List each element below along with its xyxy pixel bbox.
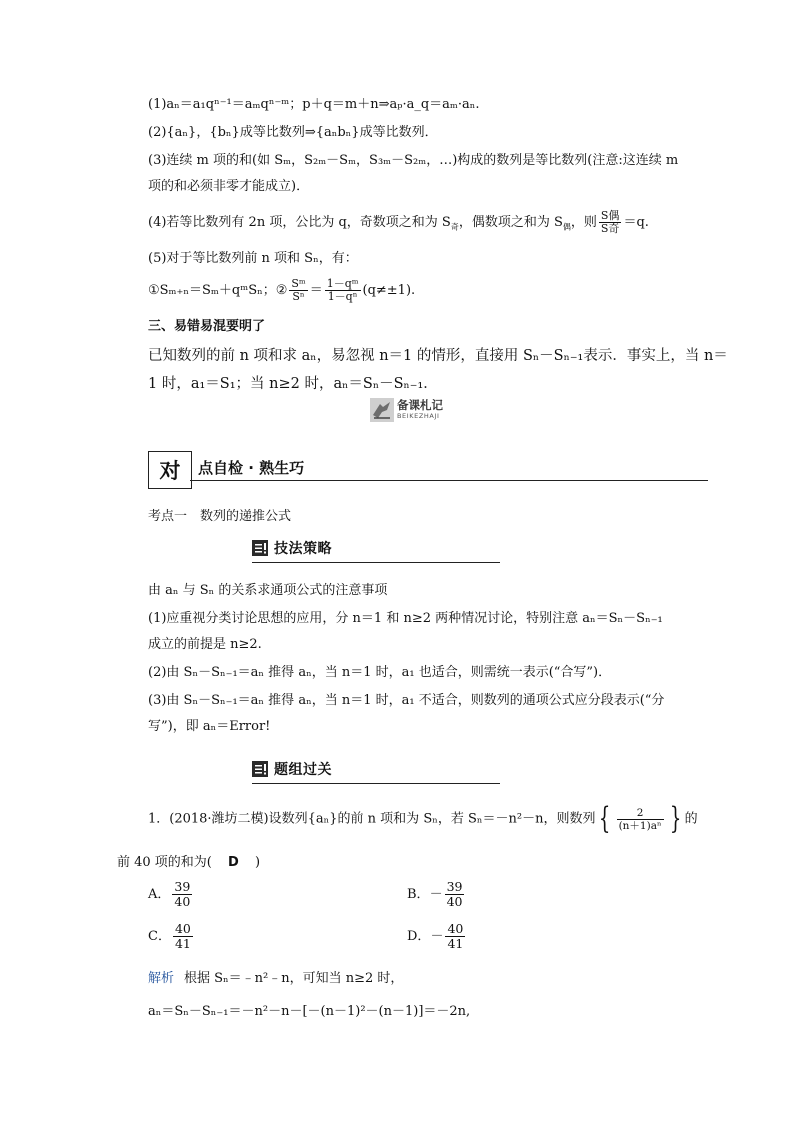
option-b[interactable] [407, 880, 466, 909]
answer-mark: D [228, 855, 239, 870]
option-label: C． [148, 929, 171, 944]
property-4-lead: (4)若等比数列有 2n 项，公比为 q，奇数项之和为 S [148, 215, 451, 230]
section-header [148, 451, 708, 491]
fraction-denominator: 40 [446, 894, 463, 909]
fraction-denominator: 40 [174, 894, 191, 909]
option-label: D． [407, 929, 431, 944]
right-brace: } [669, 801, 681, 836]
strategy-icon [252, 540, 268, 556]
mistakes-heading: 三、易错易混要明了 [148, 319, 266, 334]
section-char-box [148, 451, 192, 489]
strategy-header [252, 536, 500, 564]
property-1: (1)aₙ＝a₁qⁿ⁻¹＝aₘqⁿ⁻ᵐ；p＋q＝m＋n⇒aₚ·a_q＝aₘ·aₙ. [148, 97, 480, 112]
left-brace: { [599, 801, 611, 836]
fraction-denominator: (n＋1)aⁿ [618, 819, 662, 832]
strategy-3-line1: (3)由 Sₙ－Sₙ₋₁＝aₙ 推得 aₙ，当 n＝1 时，a₁ 不适合，则数列的通项公式应分段表示(“分 [148, 693, 665, 708]
option-d[interactable] [407, 922, 467, 951]
property-4-fraction [599, 210, 622, 235]
property-4-tail: ＝q. [623, 215, 649, 230]
solution-line-2: aₙ＝Sₙ－Sₙ₋₁＝－n²－n－[－(n－1)²－(n－1)]＝－2n, [148, 1004, 471, 1019]
section-char: 对 [159, 459, 181, 483]
strategy-3-line2: 写”)，即 aₙ＝Error! [148, 719, 271, 734]
fraction-numerator: 40 [174, 921, 191, 936]
option-sign: － [430, 929, 444, 944]
option-sign: － [429, 887, 443, 902]
question-line2-lead: 前 40 项的和为( [117, 855, 212, 870]
problem-group-divider [252, 783, 500, 784]
fraction-denominator: Sⁿ [292, 290, 305, 303]
property-4-then: ，则 [570, 215, 597, 230]
option-label: B． [407, 887, 430, 902]
problem-group-title: 题组过关 [274, 762, 332, 778]
property-3-line1: (3)连续 m 项的和(如 Sₘ，S₂ₘ－Sₘ，S₃ₘ－S₂ₘ，…)构成的数列是等比数列(注意:这连续 m [148, 153, 679, 168]
fraction-numerator: S偶 [600, 209, 620, 222]
strategy-heading: 由 aₙ 与 Sₙ 的关系求通项公式的注意事项 [148, 583, 388, 598]
fraction-numerator: 39 [446, 879, 463, 894]
property-6-fraction-1 [289, 278, 307, 303]
fraction-denominator: 41 [174, 936, 191, 951]
question-line2-tail: ) [254, 855, 261, 870]
problem-group-icon [252, 761, 268, 777]
fraction-numerator: 2 [617, 807, 664, 820]
option-label: A． [148, 887, 171, 902]
notebook-icon [370, 398, 394, 422]
strategy-divider [252, 562, 500, 563]
question-line-1 [148, 801, 698, 836]
question-lead: 1．(2018·潍坊二模)设数列{aₙ}的前 n 项和为 Sₙ，若 Sₙ＝－n²－n，则数列 [148, 811, 596, 827]
option-c[interactable] [148, 922, 195, 951]
strategy-title: 技法策略 [274, 541, 332, 557]
strategy-1-line2: 成立的前提是 n≥2. [148, 637, 262, 652]
fraction-numerator: Sᵐ [291, 277, 306, 290]
section-divider [190, 480, 708, 481]
option-a[interactable] [148, 880, 194, 909]
property-6-fraction-2 [325, 278, 361, 303]
property-5: (5)对于等比数列前 n 项和 Sₙ，有： [148, 251, 358, 266]
fraction-denominator: S奇 [600, 222, 620, 235]
strategy-2: (2)由 Sₙ－Sₙ₋₁＝aₙ 推得 aₙ，当 n＝1 时，a₁ 也适合，则需统一表示(“合写”)． [148, 665, 612, 680]
property-4 [148, 210, 649, 237]
fraction-denominator: 1－qⁿ [327, 290, 358, 303]
property-3-line2: 项的和必须非零才能成立)． [148, 179, 310, 194]
sequence-fraction [617, 807, 664, 832]
question-tail: 的 [684, 811, 698, 827]
logo-text-cn: 备课札记 [397, 398, 443, 412]
fraction-numerator: 40 [447, 921, 464, 936]
option-fraction [445, 922, 465, 951]
property-6 [148, 278, 415, 303]
strategy-1-line1: (1)应重视分类讨论思想的应用，分 n＝1 和 n≥2 两种情况讨论，特别注意 aₙ＝Sₙ－Sₙ₋₁ [148, 611, 663, 626]
property-4-mid: ，偶数项之和为 S [458, 215, 563, 230]
property-6-lead: ①Sₘ₊ₙ＝Sₘ＋qᵐSₙ；② [148, 283, 288, 298]
beikezhaji-logo [370, 396, 450, 424]
property-2: (2){aₙ}，{bₙ}成等比数列⇒{aₙbₙ}成等比数列． [148, 125, 438, 140]
fraction-numerator: 1－qᵐ [326, 277, 359, 290]
option-fraction [445, 880, 465, 909]
option-fraction [172, 880, 192, 909]
kaodian-title: 考点一 数列的递推公式 [148, 509, 292, 524]
problem-group-header [252, 757, 500, 785]
mistakes-line-2: 1 时，a₁＝S₁；当 n≥2 时，aₙ＝Sₙ－Sₙ₋₁． [148, 376, 438, 392]
odd-subscript: 奇 [450, 222, 459, 232]
section-title: 点自检 · 熟生巧 [198, 459, 305, 477]
fraction-denominator: 41 [447, 936, 464, 951]
solution-label: 解析 [148, 971, 175, 986]
fraction-numerator: 39 [174, 879, 191, 894]
logo-text-en: BEIKEZHAJI [397, 412, 440, 420]
option-fraction [173, 922, 193, 951]
question-line-2 [117, 854, 260, 872]
solution-line-1 [148, 970, 403, 988]
property-6-equals: ＝ [309, 283, 323, 298]
mistakes-line-1: 已知数列的前 n 项和求 aₙ，易忽视 n＝1 的情形，直接用 Sₙ－Sₙ₋₁表示．事实上，当 n＝ [148, 348, 728, 364]
property-6-tail: (q≠±1). [362, 283, 416, 298]
solution-text-1: 根据 Sₙ＝﹣n²﹣n，可知当 n≥2 时， [184, 971, 404, 986]
even-subscript: 偶 [562, 222, 571, 232]
